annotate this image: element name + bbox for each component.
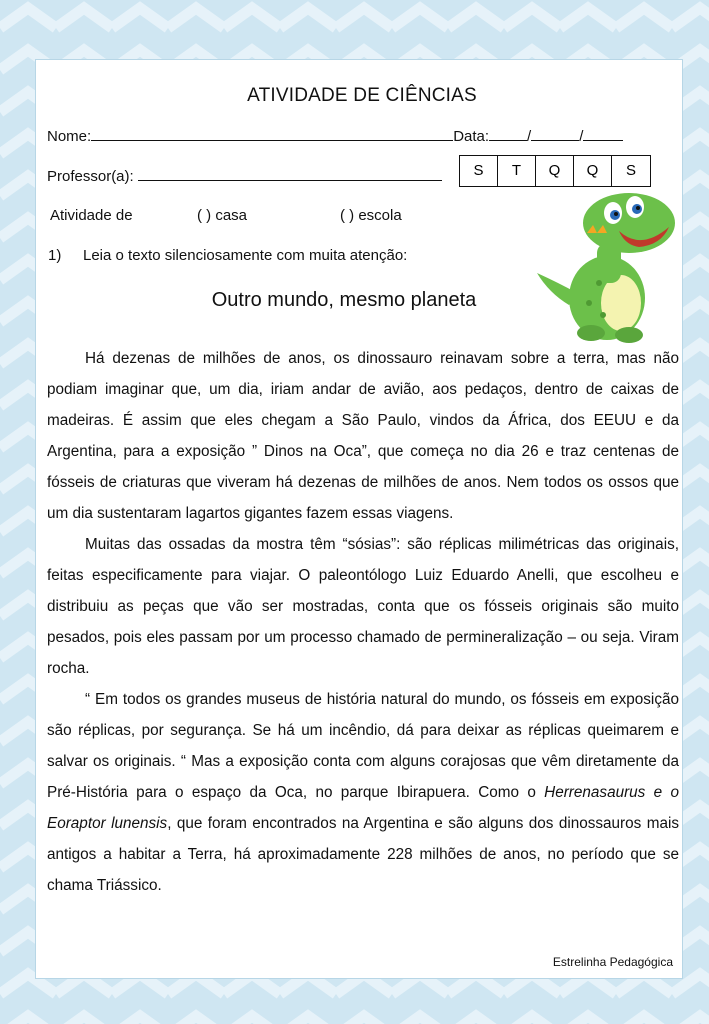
- paragraph-3-part-1: “ Em todos os grandes museus de história natural do mundo, os fósseis em exposição são réplicas, por segurança. Se há um incêndio, dá para deixar as réplicas queimarem e salvar os originais. “ Mas a exposição conta com alguns corajosas que vêm diretamente da Pré-História para o espaço da Oca, no parque Ibirapuera. Como o: [47, 691, 679, 801]
- question-instruction: Leia o texto silenciosamente com muita atenção:: [83, 247, 408, 264]
- date-year-field[interactable]: [583, 125, 623, 141]
- paragraph-3: [47, 684, 679, 901]
- weekday-box[interactable]: Q: [574, 156, 612, 186]
- teacher-row: [47, 165, 442, 185]
- weekday-box[interactable]: S: [625, 162, 636, 179]
- dinosaur-illustration: [529, 183, 679, 343]
- page-title: ATIVIDADE DE CIÊNCIAS: [247, 85, 477, 106]
- name-label: Nome:: [47, 128, 92, 145]
- teacher-field[interactable]: [138, 165, 442, 181]
- date-label: Data:: [453, 128, 490, 145]
- date-day-field[interactable]: [489, 125, 527, 141]
- name-row: [47, 125, 623, 145]
- reading-text: [47, 343, 679, 901]
- date-month-field[interactable]: [531, 125, 579, 141]
- paragraph-2: Muitas das ossadas da mostra têm “sósias”: são réplicas milimétricas das originais, feitas especificamente para viajar. O paleontólogo Luiz Eduardo Anelli, que escolheu e distribuiu as peças que vão ser mostradas, conta que os fósseis originais são muito pesados, pois eles passam por um processo chamado de permineralização – ou seja. Viram rocha.: [47, 536, 679, 677]
- name-field[interactable]: [91, 125, 453, 141]
- paragraph-3-part-2: , que foram encontrados na Argentina e são alguns dos dinossauros mais antigos a habitar a Terra, há aproximadamente 228 milhões de anos, no período que se chama Triássico.: [47, 815, 679, 894]
- date-separator: /: [527, 128, 532, 145]
- footer-credit: Estrelinha Pedagógica: [552, 955, 673, 969]
- option-school[interactable]: ( ) escola: [340, 207, 402, 224]
- paragraph-1: Há dezenas de milhões de anos, os dinossauro reinavam sobre a terra, mas não podiam imaginar que, um dia, iriam andar de avião, aos pedaços, dentro de caixas de madeiras. É assim que eles chegam a São Paulo, vindos da África, dos EEUU e da Argentina, para a exposição ” Dinos na Oca”, que começa no dia 26 e traz centenas de fósseis de criaturas que viveram há dezenas de milhões de anos. Nem todos os ossos que um dia sustentaram lagartos gigantes fazem essas viagens.: [47, 350, 679, 522]
- teacher-label: Professor(a):: [47, 168, 134, 185]
- date-separator: /: [579, 128, 584, 145]
- option-home[interactable]: ( ) casa: [197, 207, 248, 224]
- weekday-box[interactable]: S: [460, 156, 498, 186]
- worksheet: [36, 60, 682, 978]
- weekday-box[interactable]: Q: [536, 156, 574, 186]
- activity-label: Atividade de: [50, 207, 133, 224]
- text-title: Outro mundo, mesmo planeta: [211, 289, 477, 311]
- question-number: 1): [48, 247, 62, 264]
- dinosaur-species-names: Herrenasaurus e o Eoraptor lunensis: [47, 784, 679, 832]
- weekday-box[interactable]: T: [498, 156, 536, 186]
